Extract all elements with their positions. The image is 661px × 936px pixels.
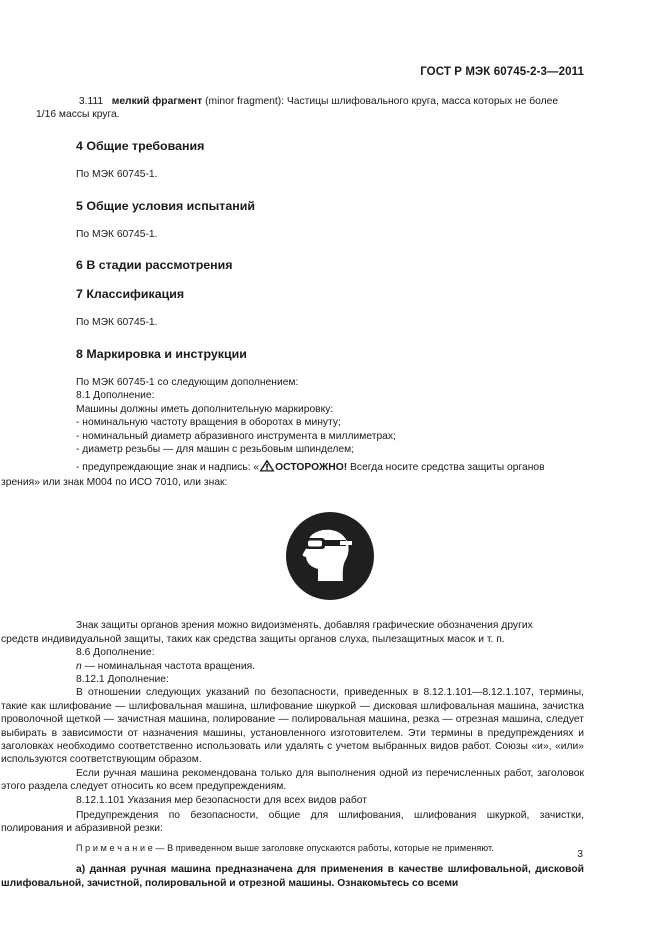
def-lang: (minor fragment):	[205, 96, 285, 107]
marking-lead: Машины должны иметь дополнительную маркировку:	[76, 403, 334, 415]
warn-post: Всегда носите средства защиты органов	[347, 461, 545, 473]
section-7-title: 7 Классификация	[76, 286, 185, 301]
def-text1: Частицы шлифовального круга, масса которых не более	[286, 96, 559, 107]
def-term: мелкий фрагмент	[111, 96, 203, 107]
definition-3-111	[76, 95, 584, 108]
section-7-body: По МЭК 60745-1.	[76, 317, 158, 329]
paragraph-terms: В отношении следующих указаний по безопасности, приведенных в 8.12.1.101—8.12.1.107, термины, такие как шлифование — шлифовальная машина, шлифование шкуркой — дисковая шлифовальная машина, зачистка проволочной щеткой — зачистная машина, полирование — полировальная машина, резка — отрезная машина, следует выбирать в зависимости от назначения машины, установленного изготовителем. Эти термины в предупреждениях и заголовках необходимо соответственно использовать или удалять с учетом выбранных видов работ. Союзы «и», «или» используются соответствующим образом.	[1, 687, 584, 766]
eye-protection-sign-icon	[285, 511, 375, 601]
n-symbol: n	[76, 660, 82, 672]
section-8-intro: По МЭК 60745-1 со следующим дополнением:	[76, 377, 299, 389]
marking-item-2: - номинальный диаметр абразивного инструмента в миллиметрах;	[76, 430, 396, 442]
def-number: 3.111	[78, 96, 104, 107]
note	[76, 842, 584, 855]
note-text: — В приведенном выше заголовке опускаются работы, которые не применяют.	[152, 842, 494, 853]
sign-caption-2: средств индивидуальной защиты, таких как средства защиты органов слуха, пылезащитных масок и т. п.	[1, 633, 505, 645]
sign-figure	[76, 511, 584, 601]
marking-item-4	[76, 459, 584, 476]
sub-8-12-1: 8.12.1 Дополнение:	[76, 673, 169, 685]
marking-item-3: - диаметр резьбы — для машин с резьбовым шпинделем;	[76, 444, 355, 456]
marking-item-1: - номинальную частоту вращения в оборотах в минуту;	[76, 417, 341, 429]
section-6-title: 6 В стадии рассмотрения	[76, 258, 233, 273]
paragraph-warnings: Предупреждения по безопасности, общие для шлифования, шлифования шкуркой, зачистки, полирования и абразивной резки:	[1, 810, 584, 835]
page-content	[1, 95, 584, 890]
warning-triangle-icon	[259, 459, 275, 476]
warn-line2: зрения» или знак М004 по ИСО 7010, или знак:	[1, 476, 228, 488]
warn-word: ОСТОРОЖНО!	[275, 461, 348, 473]
section-4-body: По МЭК 60745-1.	[76, 169, 158, 181]
n-definition	[76, 660, 584, 673]
sub-8-1: 8.1 Дополнение:	[76, 390, 155, 402]
sub-8-12-1-101: 8.12.1.101 Указания мер безопасности для всех видов работ	[76, 794, 367, 806]
sub-8-6: 8.6 Дополнение:	[76, 647, 155, 659]
page-number: 3	[577, 849, 583, 860]
item-a: а) данная ручная машина предназначена для применения в качестве шлифовальной, дисковой шлифовальной, зачистной, полировальной и отрезной машины. Ознакомьтесь со всеми	[1, 864, 584, 889]
note-label: П р и м е ч а н и е	[76, 842, 153, 853]
sign-caption-1: Знак защиты органов зрения можно видоизменять, добавляя графические обозначения других	[76, 620, 533, 632]
warn-pre: - предупреждающие знак и надпись: «	[76, 461, 260, 473]
running-header: ГОСТ Р МЭК 60745-2-3—2011	[420, 66, 584, 78]
section-4-title: 4 Общие требования	[76, 138, 205, 153]
def-text2: 1/16 массы круга.	[36, 109, 120, 121]
paragraph-single-work: Если ручная машина рекомендована только для выполнения одной из перечисленных работ, заголовок этого раздела следует относить ко всем предупреждениям.	[1, 767, 584, 793]
n-def-text: — номинальная частота вращения.	[81, 660, 256, 672]
section-8-title: 8 Маркировка и инструкции	[76, 346, 247, 361]
section-5-body: По МЭК 60745-1.	[76, 229, 158, 241]
section-5-title: 5 Общие условия испытаний	[76, 198, 255, 213]
